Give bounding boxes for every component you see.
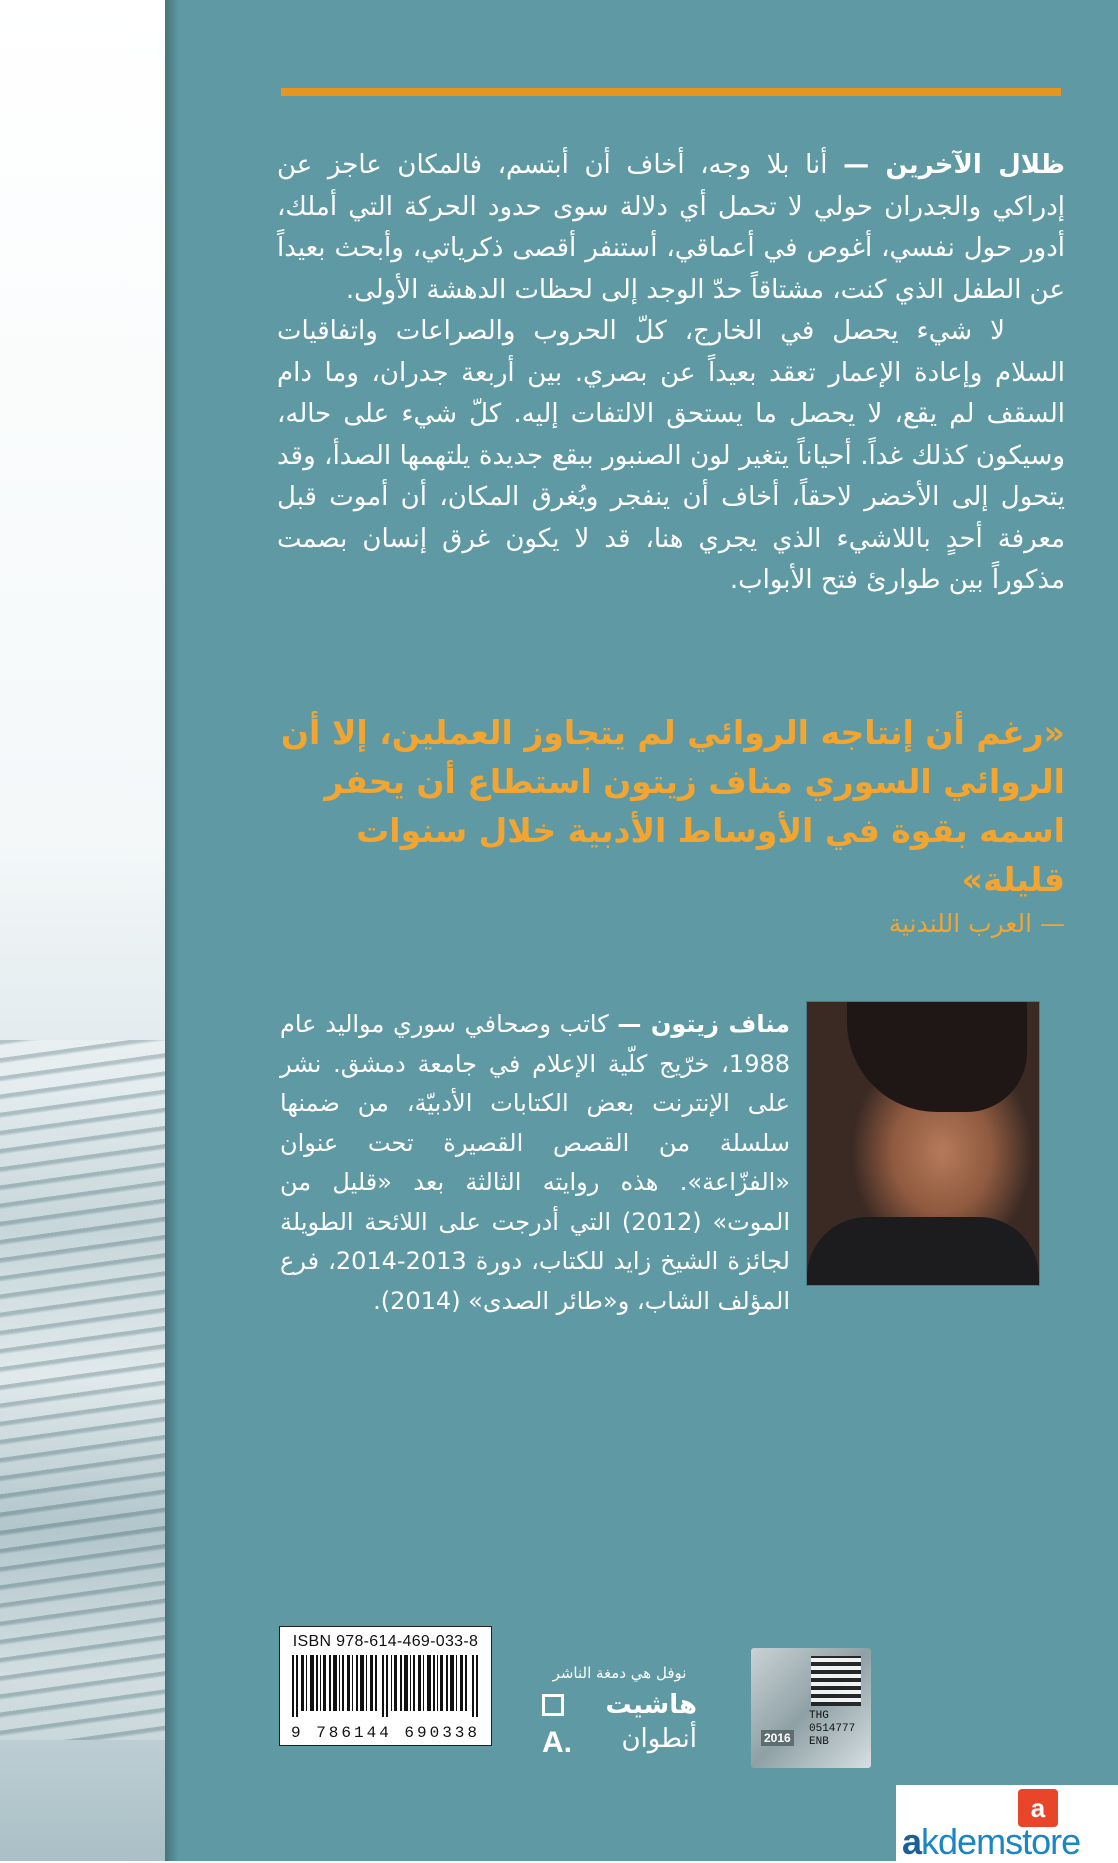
hologram-sticker [751,1648,871,1768]
author-bio-text: كاتب وصحافي سوري مواليد عام 1988، خرّيج كلّية الإعلام في جامعة دمشق. نشر على الإنترنت بعض الكتابات الأدبيّة، من ضمنها سلسلة من القصص القصيرة تحت عنوان «الفزّاعة». هذه روايته الثالثة بعد «قليل من الموت» (2012) التي أدرجت على اللائحة الطويلة لجائزة الشيخ زايد للكتاب، دورة 2013-2014، فرع المؤلف الشاب، و«طائر الصدى» (2014). [280,1010,790,1315]
store-watermark [896,1785,1118,1861]
press-quote [280,708,1065,944]
sea-photo-edge [0,0,165,1861]
store-name-a: a [902,1821,922,1862]
sticker-code [809,1710,855,1749]
barcode-bars [292,1655,479,1717]
barcode-digits: 9 786144 690338 [290,1724,481,1742]
store-name [902,1821,1080,1863]
qr-code-icon [811,1656,861,1706]
synopsis-paragraph-2: لا شيء يحصل في الخارج، كلّ الحروب والصراعات واتفاقيات السلام وإعادة الإعمار تعقد بعيداً عن بصري. بين أربعة جدران، وما دام السقف لم يقع، لا يحصل ما يستحق الالتفات إليه. كلّ شيء على حاله، وسيكون كذلك غداً. أحياناً يتغير لون الصنبور ببقع جديدة يلتهمها الصدأ، وقد يتحول إلى الأخضر لاحقاً، أخاف أن ينفجر ويُغرق المكان، أن أموت قبل معرفة أحدٍ باللاشيء الذي يجري هنا، قد لا يكون غرق إنسان بصمت مذكوراً بين طوارئ فتح الأبواب. [277,316,1065,595]
publisher-line-2: أنطوان [621,1724,697,1754]
antoine-a-icon: A. [542,1726,572,1759]
book-title: ظلال الآخرين — [843,150,1065,180]
publisher-line-1: هاشيت [605,1690,697,1720]
author-photo [807,1002,1039,1285]
synopsis [277,145,1065,602]
publisher-logo [542,1690,697,1760]
imprint-text: نوفل هي دمغة الناشر [552,1664,687,1682]
isbn-barcode [279,1626,492,1746]
sticker-code-2: 0514777 [809,1723,856,1735]
quote-source: — العرب اللندنية [888,909,1065,938]
hachette-square-icon [542,1694,564,1716]
sticker-year: 2016 [761,1730,794,1746]
isbn-text: ISBN 978-614-469-033-8 [292,1633,479,1650]
author-hair [847,1002,1027,1112]
synopsis-text-1: أنا بلا وجه، أخاف أن أبتسم، فالمكان عاجز عن إدراكي والجدران حولي لا تحمل أي دلالة سوى حدود الحركة التي أملك، أدور حول نفسي، أغوص في أعماقي، أستنفر أقصى ذكرياتي، وأبحث بعيداً عن الطفل الذي كنت، مشتاقاً حدّ الوجد إلى لحظات الدهشة الأولى. [277,150,1065,305]
author-shirt [807,1217,1039,1285]
author-name: مناف زيتون — [617,1010,791,1038]
waves [0,1040,165,1740]
quote-text: «رغم أن إنتاجه الروائي لم يتجاوز العملين، إلا أن الروائي السوري مناف زيتون استطاع أن يحفر اسمه بقوة في الأوساط الأدبية خلال سنوات قليلة» [280,713,1065,899]
cover-panel [165,0,1118,1861]
synopsis-paragraph-1 [277,145,1065,311]
sticker-code-1: THG [809,1710,829,1722]
sticker-code-3: ENB [809,1736,829,1748]
author-bio [280,1005,790,1321]
shopping-bag-icon: a [1018,1789,1058,1827]
store-name-rest: kdemstore [921,1821,1081,1862]
orange-rule [281,88,1061,96]
